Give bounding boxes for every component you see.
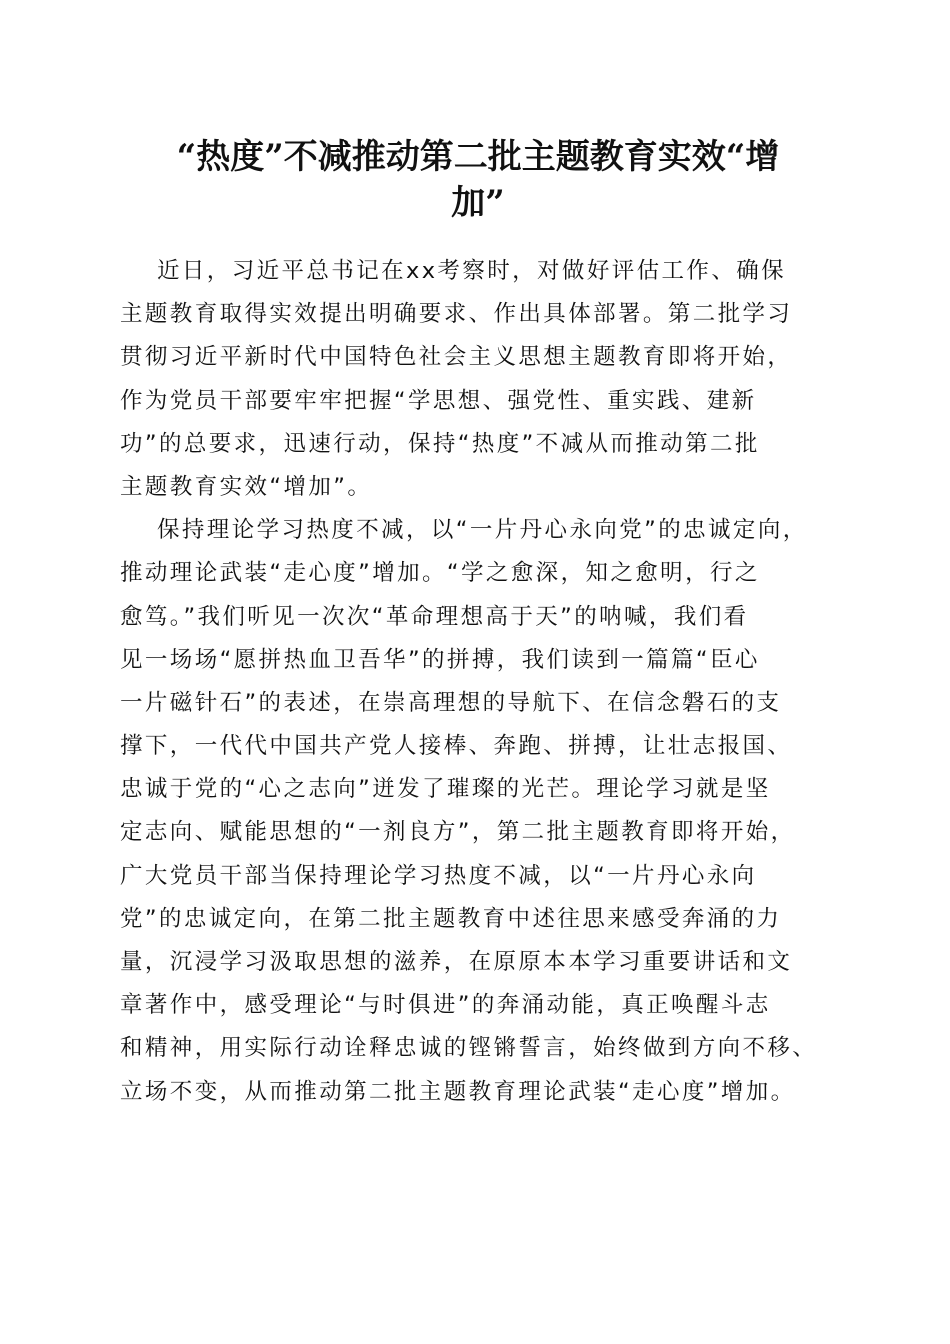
title-line-1: “热度”不减推动第二批主题教育实效“增 [176,137,780,177]
paragraph-2-line: 定志向、赋能思想的“一剂良方”，第二批主题教育即将开始， [120,819,796,846]
paragraph-1-line: 作为党员干部要牢牢把握“学思想、强党性、重实践、建新 [120,387,757,414]
paragraph-2-line: 和精神，用实际行动诠释忠诚的铿锵誓言，始终做到方向不移、 [120,1035,818,1062]
paragraph-2-line: 撑下，一代代中国共产党人接棒、奔跑、拼搏，让壮志报国、 [120,733,793,760]
paragraph-2-line: 立场不变，从而推动第二批主题教育理论武装“走心度”增加。 [120,1078,796,1105]
paragraph-2-line: 一片磁针石”的表述，在崇高理想的导航下、在信念磐石的支 [120,689,782,716]
paragraph-2 [120,509,832,1114]
paragraph-1-line: 主题教育实效“增加”。 [120,473,373,500]
paragraph-2-line: 章著作中，感受理论“与时俱进”的奔涌动能，真正唤醒斗志 [120,992,771,1019]
paragraph-1-line: 功”的总要求，迅速行动，保持“热度”不减从而推动第二批 [120,430,760,457]
document-body [120,250,832,1114]
paragraph-1-line: 主题教育取得实效提出明确要求、作出具体部署。第二批学习 [120,301,793,328]
paragraph-2-line: 见一场场“愿拼热血卫吾华”的拼搏，我们读到一篇篇“臣心 [120,646,760,673]
title-line-2: 加” [451,183,505,223]
paragraph-2-line: 推动理论武装“走心度”增加。“学之愈深，知之愈明，行之 [120,560,760,587]
paragraph-1-line: 贯彻习近平新时代中国特色社会主义思想主题教育即将开始， [120,344,793,371]
paragraph-2-line: 广大党员干部当保持理论学习热度不减，以“一片丹心永向 [120,862,757,889]
paragraph-2-line: 量，沉浸学习汲取思想的滋养，在原原本本学习重要讲话和文 [120,949,793,975]
paragraph-2-line: 愈笃。”我们听见一次次“革命理想高于天”的呐喊，我们看 [120,603,749,630]
paragraph-1 [120,250,832,509]
paragraph-2-line: 忠诚于党的“心之志向”迸发了璀璨的光芒。理论学习就是坚 [120,776,771,803]
paragraph-2-line: 保持理论学习热度不减，以“一片丹心永向党”的忠诚定向， [157,517,808,544]
document-title [150,134,806,226]
paragraph-2-line: 党”的忠诚定向，在第二批主题教育中述往思来感受奔涌的力 [120,905,782,932]
paragraph-1-line: 近日，习近平总书记在xx考察时，对做好评估工作、确保 [157,258,787,284]
